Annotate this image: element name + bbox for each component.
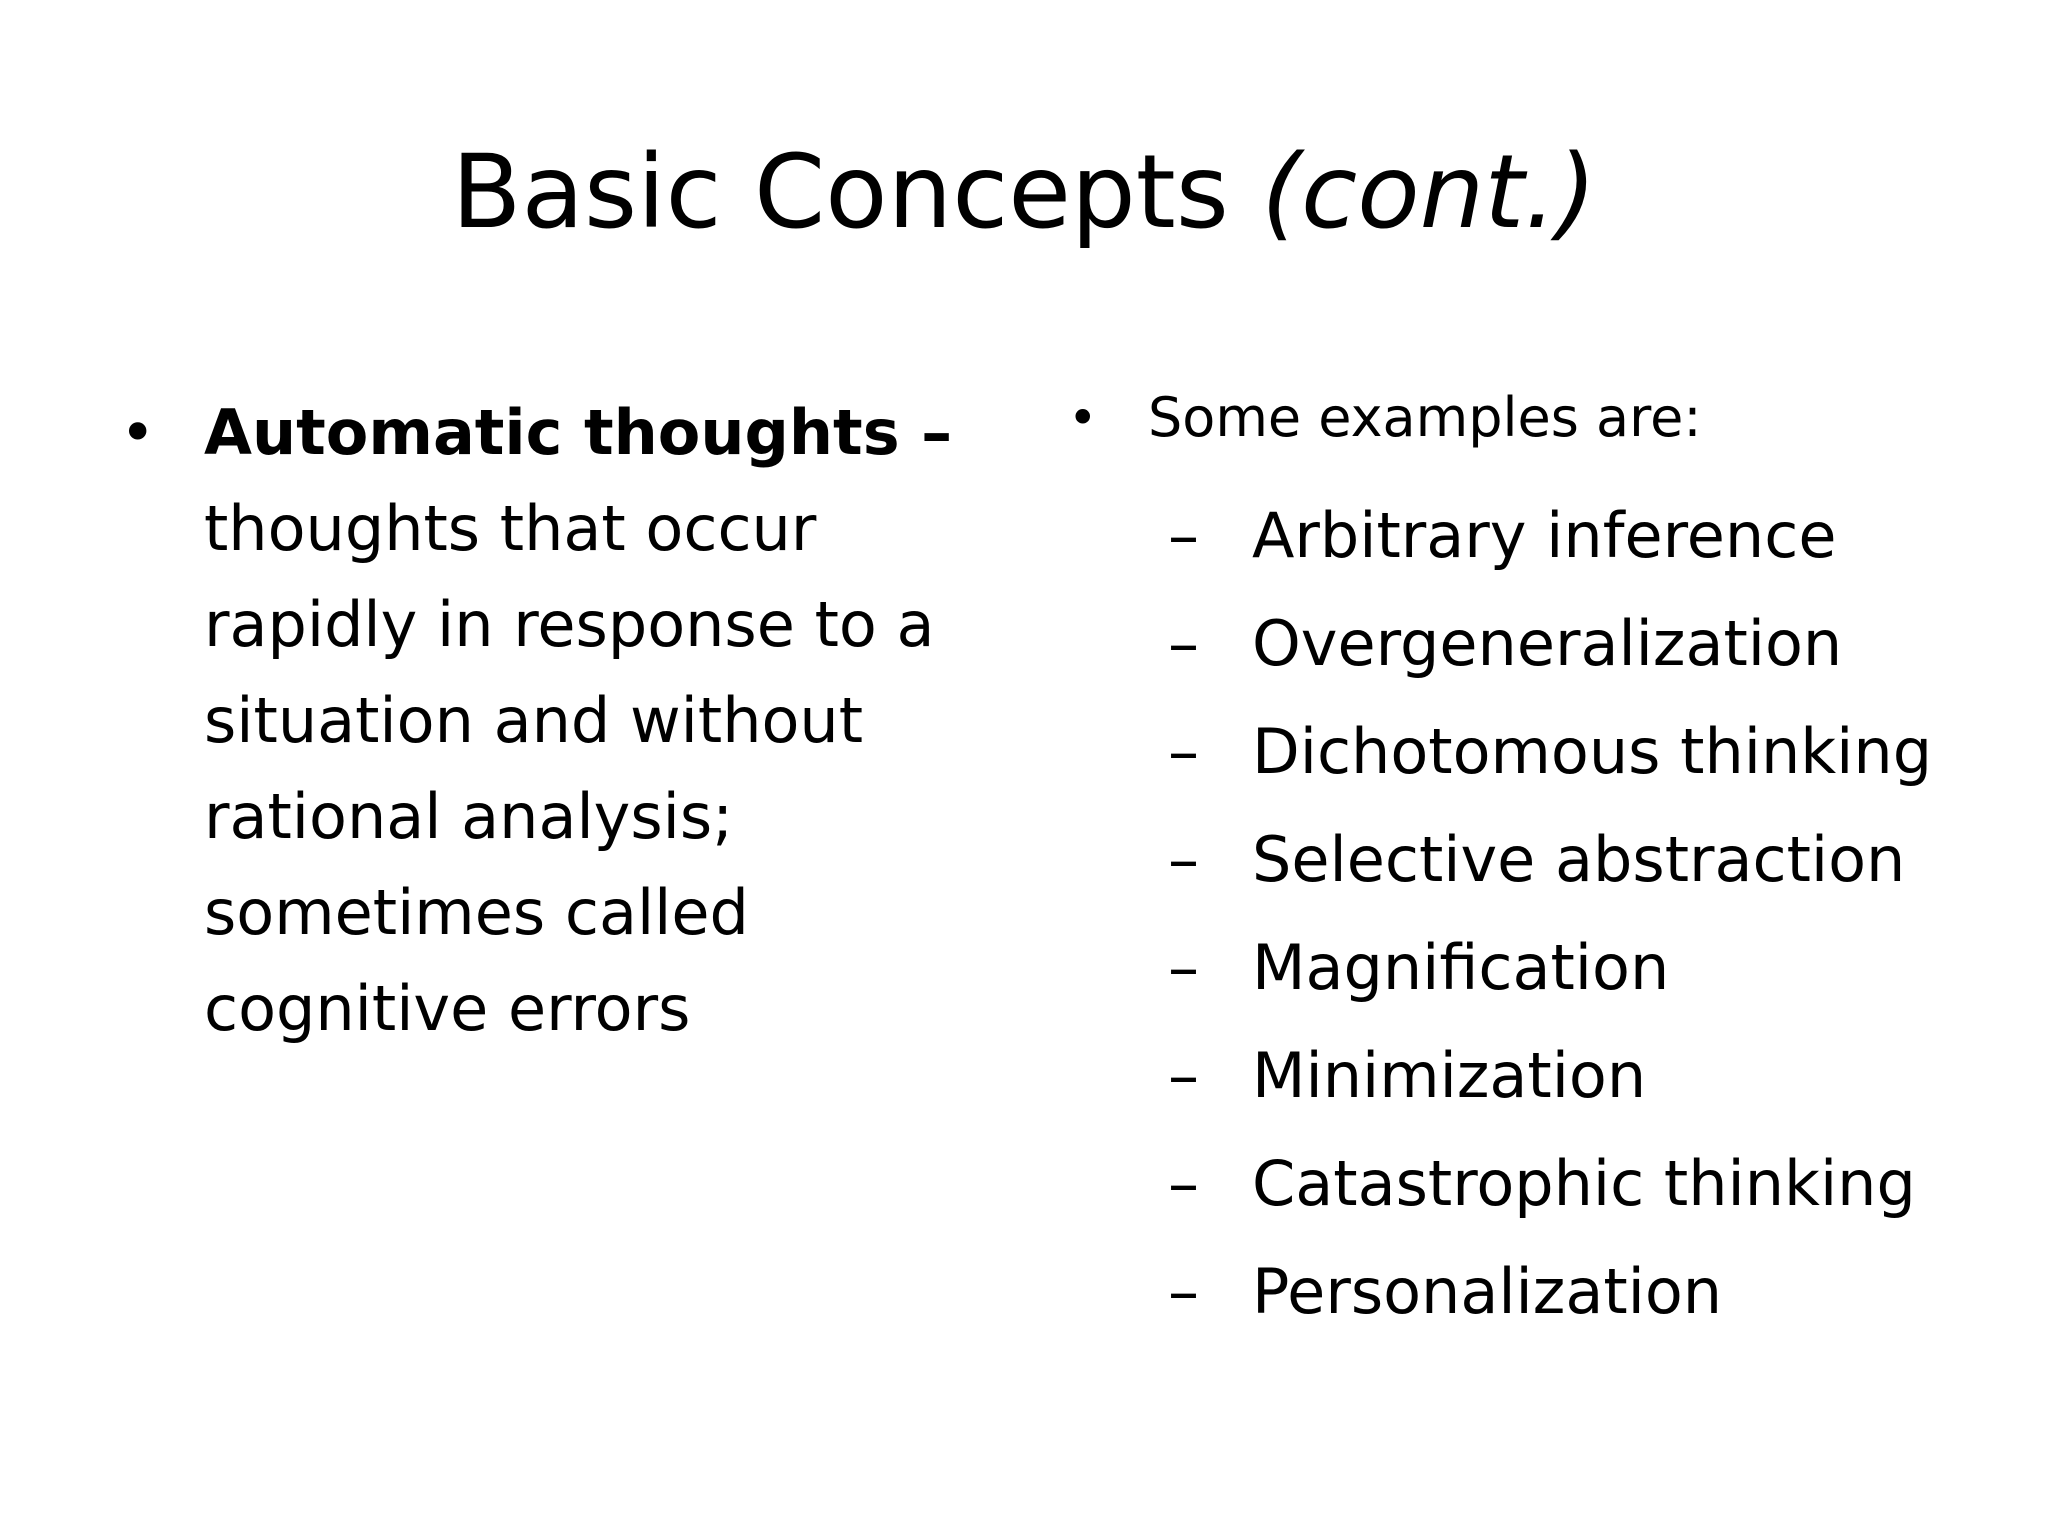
bullet-icon: • — [1068, 389, 1098, 447]
list-item-label: Minimization — [1252, 1039, 1647, 1112]
list-item-label: Catastrophic thinking — [1252, 1147, 1916, 1220]
title-main: Basic Concepts — [451, 133, 1229, 252]
list-item-label: Arbitrary inference — [1252, 499, 1837, 572]
dash-icon: – — [1168, 607, 1199, 680]
definition-paragraph — [204, 385, 994, 1057]
dash-icon: – — [1168, 1255, 1199, 1328]
list-item-label: Overgeneralization — [1252, 607, 1843, 680]
definition-text: thoughts that occur rapidly in response to a situation and without rational analysis; sometimes called cognitive errors — [204, 492, 935, 1045]
slide-title — [0, 128, 2048, 258]
list-item-label: Selective abstraction — [1252, 823, 1906, 896]
bullet-icon: • — [120, 398, 156, 468]
title-italic: (cont.) — [1261, 133, 1597, 252]
dash-icon: – — [1168, 715, 1199, 788]
list-item-label: Dichotomous thinking — [1252, 715, 1933, 788]
dash-icon: – — [1168, 823, 1199, 896]
dash-icon: – — [1168, 499, 1199, 572]
list-item-label: Magnification — [1252, 931, 1670, 1004]
examples-lead: Some examples are: — [1148, 386, 1702, 449]
dash-icon: – — [1168, 931, 1199, 1004]
dash-icon: – — [1168, 1147, 1199, 1220]
dash-icon: – — [1168, 1039, 1199, 1112]
term-automatic-thoughts: Automatic thoughts – — [204, 396, 953, 469]
list-item-label: Personalization — [1252, 1255, 1723, 1328]
